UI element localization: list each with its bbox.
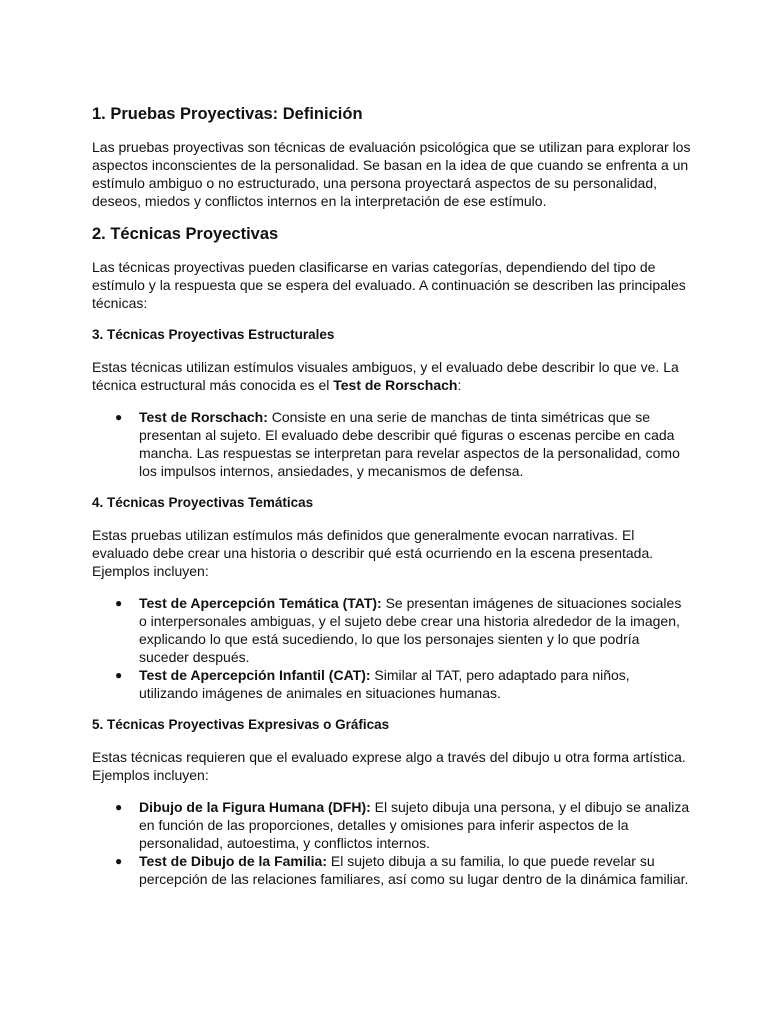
list-item-term: Test de Rorschach: — [139, 409, 268, 425]
bullet-icon: ● — [115, 410, 123, 424]
section-4-paragraph: Estas pruebas utilizan estímulos más definidos que generalmente evocan narrativas. El evaluado debe crear una historia o describir qué está ocurriendo en la escena presentada. Ejemplos incluyen: — [92, 527, 654, 579]
section-3-list — [92, 408, 692, 480]
section-2-paragraph: Las técnicas proyectivas pueden clasificarse en varias categorías, dependiendo del tipo de estímulo y la respuesta que se espera del evaluado. A continuación se describen las principales técnicas: — [92, 259, 686, 311]
list-item — [92, 408, 692, 480]
section-5-paragraph: Estas técnicas requieren que el evaluado exprese algo a través del dibujo u otra forma artística. Ejemplos incluyen: — [92, 749, 686, 783]
bullet-icon: ● — [115, 668, 123, 682]
bullet-icon: ● — [115, 596, 123, 610]
list-item-text: El sujeto dibuja una persona, y el dibujo se analiza en función de las proporciones, detalles y omisiones para inferir aspectos de la personalidad, autoestima, y conflictos internos. — [139, 799, 690, 851]
document-page — [92, 104, 692, 902]
list-item-term: Test de Dibujo de la Familia: — [139, 853, 327, 869]
section-3-heading: 3. Técnicas Proyectivas Estructurales — [92, 327, 335, 342]
list-item-text: Se presentan imágenes de situaciones sociales o interpersonales ambiguas, y el sujeto debe crear una historia alrededor de la imagen, explicando lo que está sucediendo, lo que los personajes sienten y lo que podría suceder después. — [139, 595, 682, 665]
list-item-term: Test de Apercepción Infantil (CAT): — [139, 667, 371, 683]
section-4-heading: 4. Técnicas Proyectivas Temáticas — [92, 495, 314, 510]
section-5-heading: 5. Técnicas Proyectivas Expresivas o Gráficas — [92, 717, 390, 732]
list-item — [92, 594, 692, 666]
section-2-heading: 2. Técnicas Proyectivas — [92, 225, 279, 243]
section-3-intro-bold: Test de Rorschach — [333, 377, 458, 393]
list-item — [92, 798, 692, 852]
list-item-text: El sujeto dibuja a su familia, lo que puede revelar su percepción de las relaciones familiares, así como su lugar dentro de la dinámica familiar. — [139, 853, 689, 887]
list-item-term: Test de Apercepción Temática (TAT): — [139, 595, 382, 611]
bullet-icon: ● — [115, 854, 123, 868]
list-item — [92, 666, 692, 702]
list-item-text: Consiste en una serie de manchas de tinta simétricas que se presentan al sujeto. El evaluado debe describir qué figuras o escenas percibe en cada mancha. Las respuestas se interpretan para revelar aspectos de la personalidad, como los impulsos internos, ansiedades, y mecanismos de defensa. — [139, 409, 680, 479]
section-3-paragraph — [92, 358, 692, 394]
bullet-icon: ● — [115, 800, 123, 814]
list-item-text: Similar al TAT, pero adaptado para niños, utilizando imágenes de animales en situaciones humanas. — [139, 667, 630, 701]
section-5-list — [92, 798, 692, 888]
section-3-intro-text: Estas técnicas utilizan estímulos visuales ambiguos, y el evaluado debe describir lo que ve. La técnica estructural más conocida es el — [92, 359, 679, 393]
list-item-term: Dibujo de la Figura Humana (DFH): — [139, 799, 371, 815]
list-item — [92, 852, 692, 888]
section-1-paragraph: Las pruebas proyectivas son técnicas de evaluación psicológica que se utilizan para explorar los aspectos inconscientes de la personalidad. Se basan en la idea de que cuando se enfrenta a un estímulo ambiguo o no estructurado, una persona proyectará aspectos de su personalidad, deseos, miedos y conflictos internos en la interpretación de ese estímulo. — [92, 139, 691, 209]
section-4-list — [92, 594, 692, 702]
section-1-heading: 1. Pruebas Proyectivas: Definición — [92, 105, 363, 123]
section-3-intro-end: : — [457, 377, 462, 393]
